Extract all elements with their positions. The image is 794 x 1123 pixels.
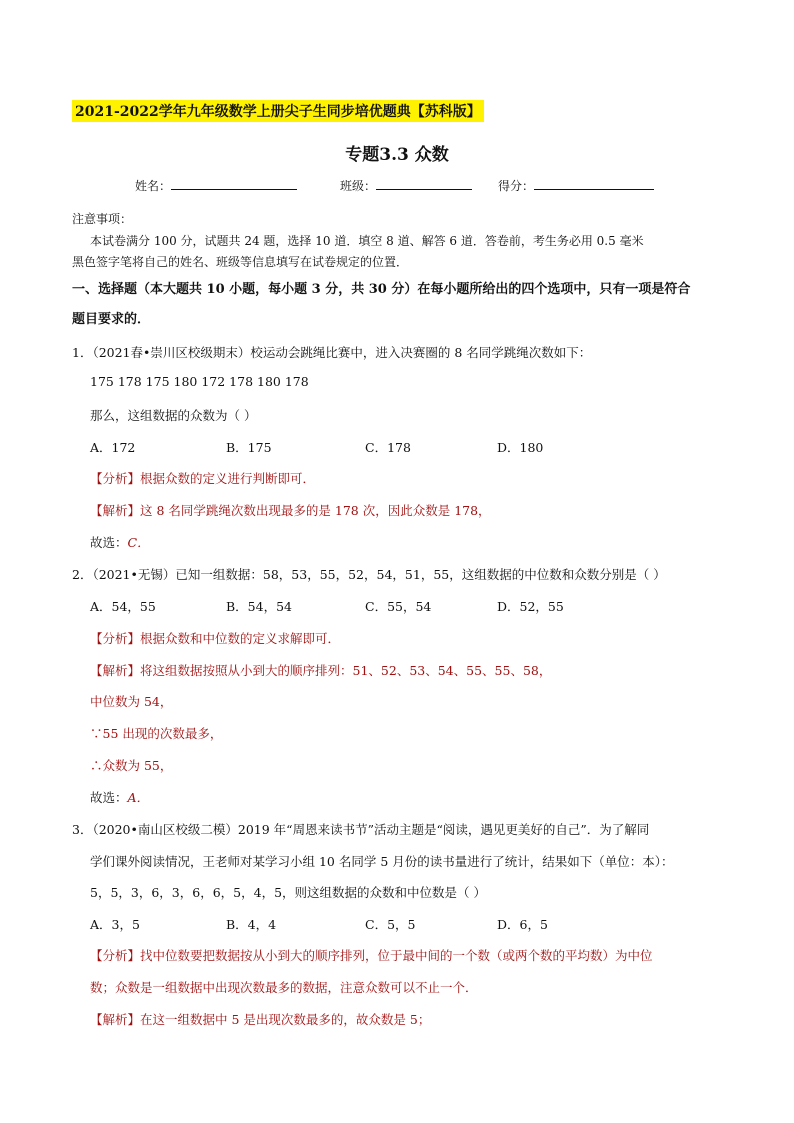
class-blank xyxy=(376,177,472,190)
name-blank xyxy=(171,177,297,190)
q1-solution-tag: 【解析】 xyxy=(90,503,141,518)
q3-option-b: B．4，4 xyxy=(226,917,277,932)
q1-option-b: B．175 xyxy=(226,440,272,455)
score-field xyxy=(498,177,654,194)
q3-analysis-tag: 【分析】 xyxy=(90,948,141,963)
q2-median-line: 中位数为 54， xyxy=(90,694,173,709)
notice-line1: 本试卷满分 100 分，试题共 24 题，选择 10 道．填空 8 道、解答 6 道．答卷前，考生务必用 0.5 毫米 xyxy=(90,234,644,248)
q1-solution-text: 这 8 名同学跳绳次数出现最多的是 178 次，因此众数是 178， xyxy=(140,503,491,518)
class-label: 班级： xyxy=(340,179,377,193)
q3-analysis-line2: 数；众数是一组数据中出现次数最多的数据，注意众数可以不止一个． xyxy=(90,980,478,995)
q1-stem: 1．（2021春•崇川区校级期末）校运动会跳绳比赛中，进入决赛圈的 8 名同学跳绳次数如下： xyxy=(72,345,592,360)
q1-data: 175 178 175 180 172 178 180 178 xyxy=(90,374,309,389)
q2-option-c: C．55，54 xyxy=(365,599,432,614)
q3-analysis-text1: 找中位数要把数据按从小到大的顺序排列，位于最中间的一个数（或两个数的平均数）为中位 xyxy=(140,948,653,963)
q2-option-d: D．52，55 xyxy=(497,599,564,614)
q1-option-a: A．172 xyxy=(90,440,136,455)
name-field xyxy=(135,177,297,194)
q1-option-d: D．180 xyxy=(497,440,544,455)
q3-stem-line2: 学们课外阅读情况，王老师对某学习小组 10 名同学 5 月份的读书量进行了统计，结果如下（单位：本）： xyxy=(90,854,674,869)
q2-because-line: ∵55 出现的次数最多， xyxy=(90,726,223,741)
q2-answer xyxy=(90,788,149,806)
q2-therefore-line: ∴众数为 55， xyxy=(90,758,173,773)
q1-question: 那么，这组数据的众数为（ ） xyxy=(90,408,257,423)
q3-option-d: D．6，5 xyxy=(497,917,548,932)
q3-solution xyxy=(90,1010,430,1028)
q3-option-c: C．5，5 xyxy=(365,917,416,932)
q2-solution-text: 将这组数据按照从小到大的顺序排列：51、52、53、54、55、55、58， xyxy=(140,663,552,678)
q3-stem-line3: 5，5，3，6，3，6，6，5，4，5，则这组数据的众数和中位数是（ ） xyxy=(90,885,487,900)
q2-option-b: B．54，54 xyxy=(226,599,292,614)
q1-analysis-tag: 【分析】 xyxy=(90,471,141,486)
q1-answer-value: C． xyxy=(127,535,150,550)
q2-option-a: A．54，55 xyxy=(90,599,156,614)
q2-stem: 2．（2021•无锡）已知一组数据：58，53，55，52，54，51，55，这组数据的中位数和众数分别是（ ） xyxy=(72,567,666,582)
class-field xyxy=(340,177,472,194)
q1-solution xyxy=(90,501,491,519)
notice-heading: 注意事项： xyxy=(72,212,133,226)
score-blank xyxy=(534,177,654,190)
q1-option-c: C．178 xyxy=(365,440,411,455)
page-title: 专题3.3 众数 xyxy=(345,145,449,165)
header-tag: 2021-2022学年九年级数学上册尖子生同步培优题典【苏科版】 xyxy=(72,100,484,122)
q2-analysis-tag: 【分析】 xyxy=(90,631,141,646)
q2-analysis-text: 根据众数和中位数的定义求解即可． xyxy=(140,631,341,646)
q1-answer xyxy=(90,533,150,551)
score-label: 得分： xyxy=(498,179,535,193)
q3-solution-text: 在这一组数据中 5 是出现次数最多的，故众数是 5； xyxy=(140,1012,431,1027)
q2-answer-value: A． xyxy=(127,790,150,805)
q2-solution-tag: 【解析】 xyxy=(90,663,141,678)
q2-answer-prefix: 故选： xyxy=(90,790,128,805)
q3-analysis-line1 xyxy=(90,946,653,964)
q3-solution-tag: 【解析】 xyxy=(90,1012,141,1027)
section-heading-line1: 一、选择题（本大题共 10 小题，每小题 3 分，共 30 分）在每小题所给出的四个选项中，只有一项是符合 xyxy=(72,282,691,297)
q1-analysis xyxy=(90,469,315,487)
q2-solution xyxy=(90,661,551,679)
section-heading-line2: 题目要求的． xyxy=(72,312,151,327)
q1-analysis-text: 根据众数的定义进行判断即可． xyxy=(140,471,316,486)
q3-option-a: A．3，5 xyxy=(90,917,140,932)
q2-analysis xyxy=(90,629,340,647)
notice-line2: 黑色签字笔将自己的姓名、班级等信息填写在试卷规定的位置． xyxy=(72,255,409,269)
name-label: 姓名： xyxy=(135,179,172,193)
q1-answer-prefix: 故选： xyxy=(90,535,128,550)
q3-stem-line1: 3．（2020•南山区校级二模）2019 年“周恩来读书节”活动主题是“阅读，遇见更美好的自己”．为了解同 xyxy=(72,822,650,837)
